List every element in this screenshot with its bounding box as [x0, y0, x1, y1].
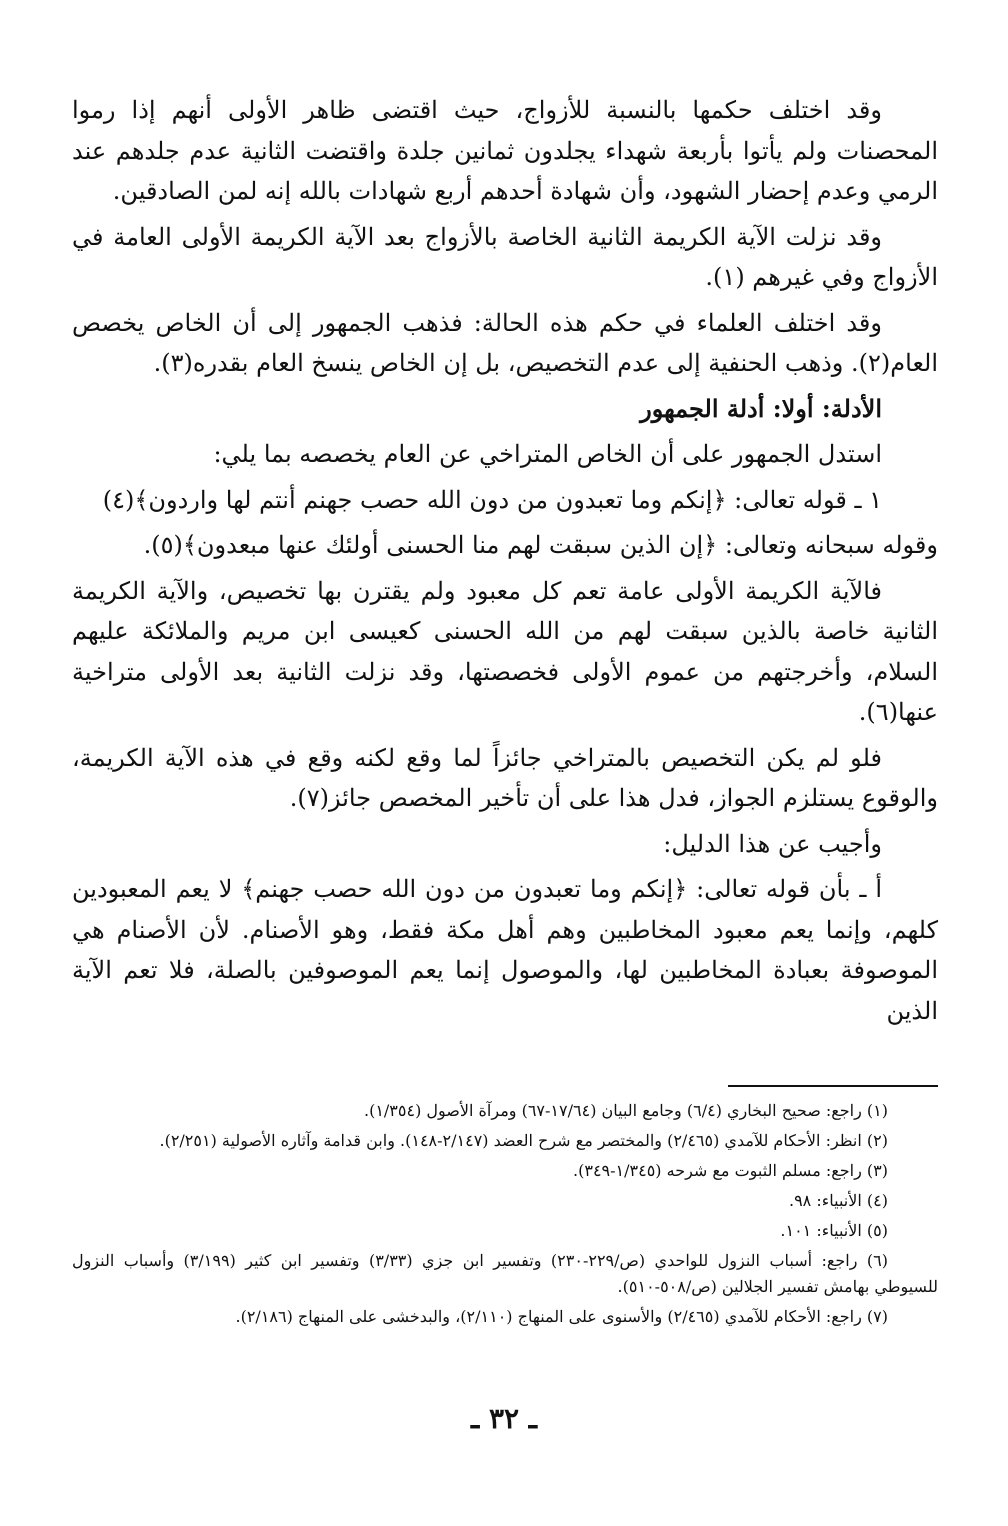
paragraph-scholars-disagreement: وقد اختلف العلماء في حكم هذه الحالة: فذهب الجمهور إلى أن الخاص يخصص العام(٢). وذهب الحنفية إلى عدم التخصيص، بل إن الخاص ينسخ العام بقدره(٣). [72, 308, 938, 377]
footnote-7: (٧) راجع: الأحكام للآمدي (٢/٤٦٥) والأسنوى على المنهاج (٢/١١٠)، والبدخشى على المنهاج (٢/١٨٦). [235, 1307, 888, 1326]
footnote-4: (٤) الأنبياء: ٩٨. [788, 1191, 888, 1210]
footnote-6: (٦) راجع: أسباب النزول للواحدي (ص/٢٢٩-٢٣٠) وتفسير ابن جزي (٣/٣٣) وتفسير ابن كثير (٣/١٩٩) وأسباب النزول للسيوطي بهامش تفسير الجلالين (ص/٥٠٨-٥١٠). [72, 1251, 938, 1296]
footnote-divider [728, 1085, 938, 1087]
footnote-2: (٢) انظر: الأحكام للآمدي (٢/٤٦٥) والمختصر مع شرح العضد (٢/١٤٧-١٤٨). وابن قدامة وآثاره الأصولية (٢/٢٥١). [159, 1131, 888, 1150]
paragraph-ruling-difference: وقد اختلف حكمها بالنسبة للأزواج، حيث اقتضى ظاهر الأولى أنهم إذا رموا المحصنات ولم يأتوا بأربعة شهداء يجلدون ثمانين جلدة واقتضت الثانية عدم جلدهم عند الرمي وعدم إحضار الشهود، وأن شهادة أحدهم أربع شهادات بالله إنه لمن الصادقين. [72, 96, 938, 205]
footnote-5: (٥) الأنبياء: ١٠١. [780, 1221, 888, 1240]
paragraph-verse-explanation: فالآية الكريمة الأولى عامة تعم كل معبود ولم يقترن بها تخصيص، والآية الكريمة الثانية خاصة بالذين سبقت لهم من الله الحسنى كعيسى ابن مريم والملائكة عليهم السلام، وأخرجتهم من عموم الأولى فخصصتها، وقد نزلت الثانية بعد الأولى متراخية عنها(٦). [72, 576, 938, 726]
main-text [72, 90, 938, 1036]
paragraph-verse-two: وقوله سبحانه وتعالى: ﴿إن الذين سبقت لهم منا الحسنى أولئك عنها مبعدون﴾(٥). [143, 531, 938, 559]
paragraph-response-heading: وأجيب عن هذا الدليل: [663, 829, 882, 858]
footnote-1: (١) راجع: صحيح البخاري (٦/٤) وجامع البيان (١٧/٦٤-٦٧) ومرآة الأصول (١/٣٥٤). [363, 1101, 888, 1120]
paragraph-revelation-order: وقد نزلت الآية الكريمة الثانية الخاصة بالأزواج بعد الآية الكريمة الأولى العامة في الأزواج وفي غيرهم (١). [72, 222, 938, 291]
paragraph-verse-one: ١ ـ قوله تعالى: ﴿إنكم وما تعبدون من دون الله حصب جهنم أنتم لها واردون﴾(٤) [102, 485, 882, 514]
page-number: ـ ٣٢ ـ [471, 1402, 537, 1435]
paragraph-majority-argument: استدل الجمهور على أن الخاص المتراخي عن العام يخصصه بما يلي: [213, 440, 882, 468]
paragraph-occurrence-proof: فلو لم يكن التخصيص بالمتراخي جائزاً لما وقع لكنه وقع في هذه الآية الكريمة، والوقوع يستلزم الجواز، فدل هذا على أن تأخير المخصص جائز(٧). [72, 743, 938, 812]
footnotes [72, 1098, 938, 1334]
body-text [72, 90, 938, 1031]
footnote-3: (٣) راجع: مسلم الثبوت مع شرحه (١/٣٤٥-٣٤٩). [573, 1161, 888, 1180]
section-heading-evidence: الأدلة: أولا: أدلة الجمهور [640, 393, 882, 423]
paragraph-response-a: أ ـ بأن قوله تعالى: ﴿إنكم وما تعبدون من دون الله حصب جهنم﴾ لا يعم المعبودين كلهم، وإنما يعم معبود المخاطبين وهم أهل مكة فقط، وهو الأصنام. لأن الأصنام هي الموصوفة بعبادة المخاطبين لها، والموصول إنما يعم الموصوفين بالصلة، فلا تعم الآية الذين [72, 875, 938, 1025]
